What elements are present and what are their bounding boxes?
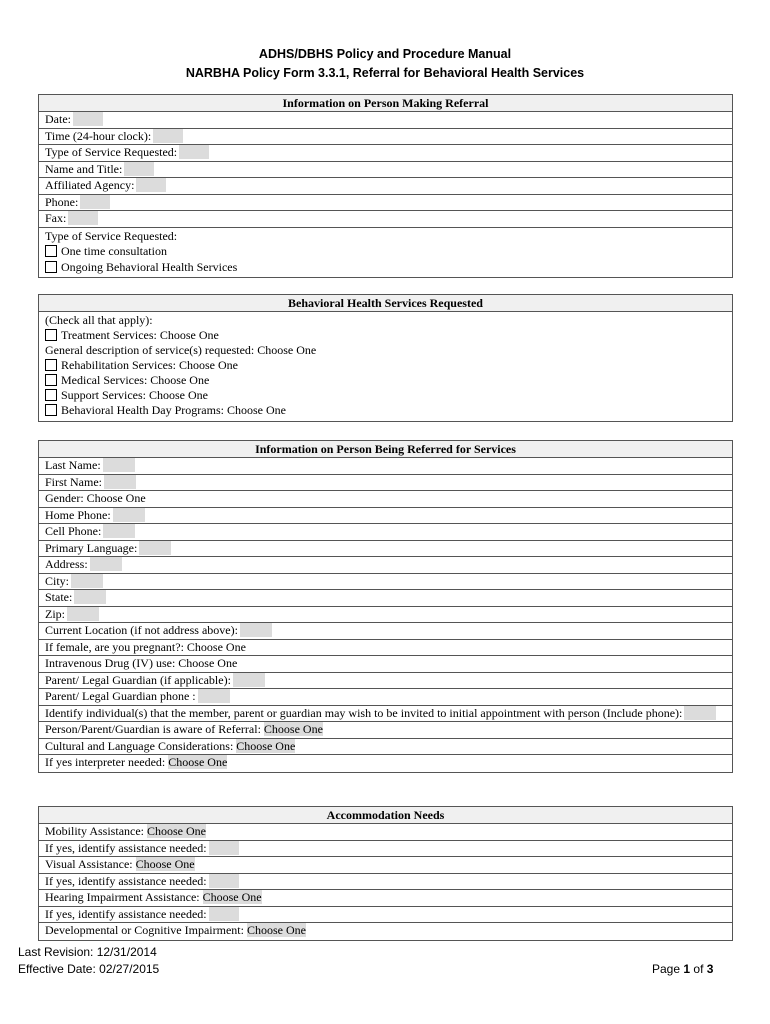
last-name-row: [39, 458, 732, 475]
state-field[interactable]: [74, 590, 106, 604]
day-programs-checkbox[interactable]: [45, 404, 57, 416]
guardian-label: Parent/ Legal Guardian (if applicable):: [45, 672, 231, 687]
fax-field[interactable]: [68, 211, 98, 225]
gender-row[interactable]: [39, 491, 732, 508]
service-type-row: [39, 145, 732, 162]
support-label: Support Services: Choose One: [61, 388, 208, 402]
time-row: [39, 129, 732, 146]
invitees-field[interactable]: [684, 706, 716, 720]
invitees-label: Identify individual(s) that the member, parent or guardian may wish to be invited to initial appointment with person (Include phone):: [45, 705, 683, 720]
ongoing-label: Ongoing Behavioral Health Services: [61, 259, 238, 274]
effective-date: Effective Date: 02/27/2015: [18, 962, 160, 976]
treatment-option[interactable]: [45, 328, 732, 343]
guardian-phone-field[interactable]: [198, 689, 230, 703]
ongoing-checkbox[interactable]: [45, 261, 57, 273]
guardian-field[interactable]: [233, 673, 265, 687]
cultural-row: [39, 739, 732, 756]
developmental-label: Developmental or Cognitive Impairment:: [45, 923, 244, 937]
first-name-label: First Name:: [45, 474, 102, 489]
header-title: ADHS/DBHS Policy and Procedure Manual: [258, 47, 512, 61]
address-label: Address:: [45, 557, 88, 571]
pregnant-row[interactable]: [39, 640, 732, 657]
zip-label: Zip:: [45, 606, 65, 621]
treatment-label: Treatment Services: Choose One: [61, 328, 219, 342]
first-name-field[interactable]: [104, 475, 136, 489]
guardian-phone-label: Parent/ Legal Guardian phone :: [45, 689, 196, 703]
phone-row: [39, 195, 732, 212]
name-title-label: Name and Title:: [45, 161, 123, 176]
agency-row: [39, 178, 732, 195]
cell-phone-field[interactable]: [103, 524, 135, 538]
guardian-row: [39, 673, 732, 690]
zip-field[interactable]: [67, 607, 99, 621]
support-checkbox[interactable]: [45, 389, 57, 401]
visual-row: [39, 857, 732, 874]
section-title: Behavioral Health Services Requested: [39, 295, 732, 312]
last-revision: Last Revision: 12/31/2014: [18, 945, 157, 959]
interpreter-row: [39, 755, 732, 772]
current-location-row: [39, 623, 732, 640]
mobility-dropdown[interactable]: Choose One: [147, 824, 206, 838]
cell-phone-label: Cell Phone:: [45, 524, 102, 538]
home-phone-row: [39, 508, 732, 525]
last-name-label: Last Name:: [45, 458, 101, 472]
section-accommodation: [38, 806, 733, 941]
identify1-field[interactable]: [209, 841, 239, 855]
service-type-field[interactable]: [179, 145, 209, 159]
mobility-label: Mobility Assistance:: [45, 824, 144, 838]
section-title: Information on Person Being Referred for Services: [39, 441, 732, 458]
interpreter-label: If yes interpreter needed:: [45, 755, 166, 769]
fax-row: [39, 211, 732, 228]
identify1-row: [39, 841, 732, 858]
aware-label: Person/Parent/Guardian is aware of Referral:: [45, 722, 261, 736]
treatment-checkbox[interactable]: [45, 329, 57, 341]
aware-row: [39, 722, 732, 739]
city-field[interactable]: [71, 574, 103, 588]
identify3-field[interactable]: [209, 907, 239, 921]
rehab-label: Rehabilitation Services: Choose One: [61, 358, 238, 372]
consult-label: One time consultation: [61, 244, 167, 258]
page-of: of: [693, 962, 704, 976]
last-name-field[interactable]: [103, 458, 135, 472]
language-field[interactable]: [139, 541, 171, 555]
first-name-row: [39, 475, 732, 492]
identify1-label: If yes, identify assistance needed:: [45, 840, 207, 855]
interpreter-dropdown[interactable]: Choose One: [168, 755, 228, 769]
section-title: Information on Person Making Referral: [39, 95, 732, 112]
hearing-row: [39, 890, 732, 907]
state-label: State:: [45, 590, 73, 604]
rehab-checkbox[interactable]: [45, 359, 57, 371]
guardian-phone-row: [39, 689, 732, 706]
page-word: Page: [652, 962, 681, 976]
phone-label: Phone:: [45, 194, 79, 209]
service-type2-label: Type of Service Requested:: [45, 228, 178, 243]
developmental-dropdown[interactable]: Choose One: [246, 923, 306, 937]
medical-option[interactable]: [45, 373, 732, 388]
identify3-row: [39, 907, 732, 924]
visual-label: Visual Assistance:: [45, 857, 133, 871]
language-label: Primary Language:: [45, 540, 138, 555]
state-row: [39, 590, 732, 607]
cultural-dropdown[interactable]: Choose One: [236, 738, 296, 753]
time-field[interactable]: [153, 129, 183, 143]
visual-dropdown[interactable]: Choose One: [135, 857, 195, 871]
date-row: [39, 112, 732, 129]
service-type-label: Type of Service Requested:: [45, 145, 178, 159]
form-title: NARBHA Policy Form 3.3.1, Referral for Behavioral Health Services: [185, 66, 585, 80]
aware-dropdown[interactable]: Choose One: [263, 722, 323, 736]
city-row: [39, 574, 732, 591]
identify3-label: If yes, identify assistance needed:: [45, 906, 207, 921]
identify2-label: If yes, identify assistance needed:: [45, 873, 207, 888]
current-location-label: Current Location (if not address above):: [45, 623, 238, 637]
page-current: 1: [683, 962, 691, 976]
identify2-row: [39, 874, 732, 891]
iv-drug-dropdown[interactable]: Intravenous Drug (IV) use: Choose One: [45, 656, 238, 670]
mobility-row: [39, 824, 732, 841]
current-location-field[interactable]: [240, 623, 272, 637]
pregnant-dropdown[interactable]: If female, are you pregnant?: Choose One: [45, 639, 246, 654]
medical-label: Medical Services: Choose One: [61, 373, 210, 387]
section-services: [38, 294, 733, 422]
hearing-label: Hearing Impairment Assistance:: [45, 890, 200, 904]
general-desc-label: General description of service(s) requested: Choose One: [45, 343, 317, 357]
service-options-row: [39, 228, 732, 278]
medical-checkbox[interactable]: [45, 374, 57, 386]
section-title: Accommodation Needs: [39, 807, 732, 824]
iv-drug-row[interactable]: [39, 656, 732, 673]
agency-field[interactable]: [136, 178, 166, 192]
agency-label: Affiliated Agency:: [45, 178, 135, 192]
consult-option[interactable]: [45, 244, 732, 260]
consult-checkbox[interactable]: [45, 245, 57, 257]
rehab-option[interactable]: [45, 358, 732, 373]
section-referred-person: [38, 440, 733, 773]
page-number: [652, 962, 713, 976]
cultural-label: Cultural and Language Considerations:: [45, 738, 234, 753]
developmental-row: [39, 923, 732, 940]
date-field[interactable]: [73, 112, 103, 126]
name-title-row: [39, 162, 732, 179]
cell-phone-row: [39, 524, 732, 541]
support-option[interactable]: [45, 388, 732, 403]
day-programs-option[interactable]: [45, 403, 732, 418]
date-label: Date:: [45, 112, 71, 126]
name-title-field[interactable]: [124, 162, 154, 176]
home-phone-field[interactable]: [113, 508, 145, 522]
fax-label: Fax:: [45, 211, 67, 225]
city-label: City:: [45, 573, 70, 588]
invitees-row: [39, 706, 732, 723]
time-label: Time (24-hour clock):: [45, 128, 152, 143]
services-list: [39, 312, 732, 421]
zip-row: [39, 607, 732, 624]
phone-field[interactable]: [80, 195, 110, 209]
address-row: [39, 557, 732, 574]
home-phone-label: Home Phone:: [45, 507, 111, 522]
gender-dropdown[interactable]: Gender: Choose One: [45, 491, 146, 505]
ongoing-option[interactable]: [45, 260, 732, 276]
section-referrer: [38, 94, 733, 278]
check-all-label: (Check all that apply):: [45, 313, 153, 327]
page-total: 3: [706, 962, 714, 976]
language-row: [39, 541, 732, 558]
day-programs-label: Behavioral Health Day Programs: Choose One: [61, 403, 286, 417]
hearing-dropdown[interactable]: Choose One: [202, 890, 262, 904]
address-field[interactable]: [90, 557, 122, 571]
identify2-field[interactable]: [209, 874, 239, 888]
